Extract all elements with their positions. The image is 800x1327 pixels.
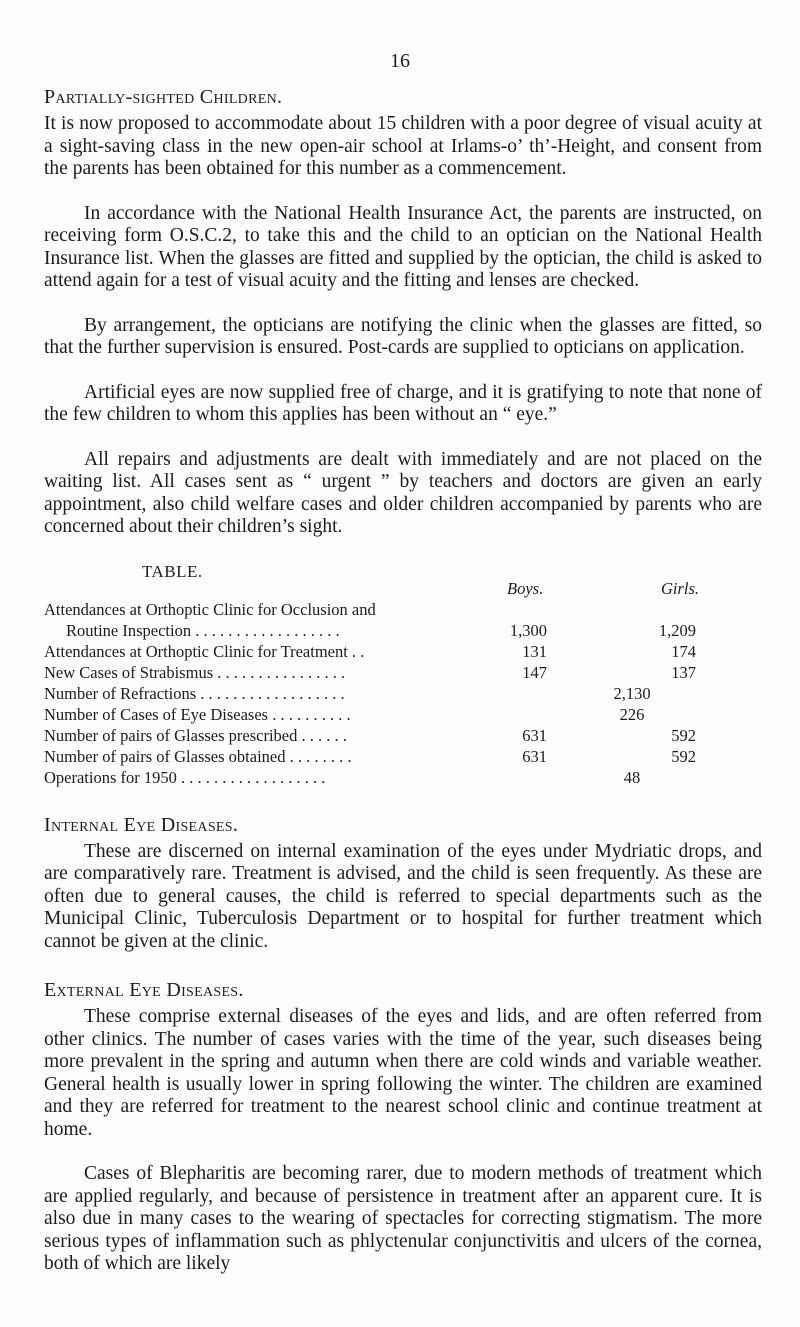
section-partially-sighted <box>44 86 762 539</box>
row-label: Number of Refractions . . . . . . . . . . . . . . . . . . <box>44 683 345 703</box>
table-row <box>44 641 762 662</box>
section-heading: External Eye Diseases. <box>44 979 244 1001</box>
table-row <box>44 662 762 683</box>
value-boys: 631 <box>522 725 547 745</box>
table-row <box>44 620 762 641</box>
table-row <box>44 683 762 704</box>
paragraph: These are discerned on internal examination of the eyes under Mydriatic drops, and are comparatively rare. Treatment is advised, and the child is seen frequently. As these are often due to general causes, the child is referred to special departments such as the Municipal Clinic, Tuberculosis Department or to hospital for further treatment which cannot be given at the clinic. <box>44 840 762 952</box>
statistics-table <box>44 561 762 788</box>
column-header-girls: Girls. <box>661 578 700 598</box>
table-row <box>44 767 762 788</box>
paragraph: In accordance with the National Health Insurance Act, the parents are instructed, on receiving form O.S.C.2, to take this and the child to an optician on the National Health Insurance list. When the glasses are fitted and supplied by the optician, the child is asked to attend again for a test of visual acuity and the fitting and lenses are checked. <box>44 202 762 291</box>
value-girls: 137 <box>671 662 696 682</box>
value-girls: 592 <box>671 746 696 766</box>
row-label: Number of Cases of Eye Diseases . . . . . . . . . . <box>44 704 351 724</box>
paragraph: Cases of Blepharitis are becoming rarer, due to modern methods of treatment which are applied regularly, and because of persistence in treatment after an apparent cure. It is also due in many cases to the wearing of spectacles for correcting stigmatism. The more serious types of inflammation such as phlyctenular conjunctivitis and ulcers of the cornea, both of which are likely <box>44 1163 762 1274</box>
section-internal-eye-diseases <box>44 814 762 954</box>
paragraph: It is now proposed to accommodate about 15 children with a poor degree of visual acuity at a sight-saving class in the new open-air school at Irlams-o’ th’-Height, and consent from the parents has been obtained for this number as a commencement. <box>44 113 762 179</box>
value-girls: 592 <box>671 725 696 745</box>
table-header <box>44 578 762 599</box>
value-girls: 1,209 <box>658 620 696 640</box>
section-heading: Internal Eye Diseases. <box>44 813 239 836</box>
table-row <box>44 746 762 767</box>
value-girls: 174 <box>671 641 696 661</box>
section-heading: Partially-sighted Children. <box>44 86 283 108</box>
paragraph: By arrangement, the opticians are notifying the clinic when the glasses are fitted, so that the further supervision is ensured. Post-cards are supplied to opticians on application. <box>44 314 762 358</box>
table-row <box>44 599 762 620</box>
value-boys: 131 <box>522 641 547 661</box>
value-total: 48 <box>623 767 641 787</box>
row-label: Number of pairs of Glasses obtained . . . . . . . . <box>44 746 352 766</box>
row-label: Number of pairs of Glasses prescribed . . . . . . <box>44 725 347 745</box>
table-title: TABLE. <box>142 561 203 581</box>
value-total: 226 <box>619 704 645 724</box>
paragraph: All repairs and adjustments are dealt with immediately and are not placed on the waiting list. All cases sent as “ urgent ” by teachers and doctors are given an early appointment, also child welfare cases and older children accompanied by parents who are concerned about their children’s sight. <box>44 448 762 537</box>
row-label: Operations for 1950 . . . . . . . . . . . . . . . . . . <box>44 767 326 787</box>
page-number: 16 <box>390 50 410 72</box>
page-content <box>44 86 762 1276</box>
value-total: 2,130 <box>613 683 651 703</box>
row-label: Routine Inspection . . . . . . . . . . . . . . . . . . <box>66 620 340 640</box>
value-boys: 147 <box>522 662 547 682</box>
value-boys: 1,300 <box>509 620 547 640</box>
row-label: New Cases of Strabismus . . . . . . . . . . . . . . . . <box>44 662 346 682</box>
table-row <box>44 704 762 725</box>
paragraph: Artificial eyes are now supplied free of charge, and it is gratifying to note that none of the few children to whom this applies has been without an “ eye.” <box>44 381 762 425</box>
paragraph: These comprise external diseases of the eyes and lids, and are often referred from other clinics. The number of cases varies with the time of the year, such diseases being more prevalent in the spring and autumn when there are cold winds and variable weather. General health is usually lower in spring following the winter. The children are examined and they are referred for treatment to the nearest school clinic and continue treatment at home. <box>44 1006 762 1140</box>
row-label: Attendances at Orthoptic Clinic for Occlusion and <box>44 599 376 619</box>
row-label: Attendances at Orthoptic Clinic for Treatment . . <box>44 641 365 661</box>
table-row <box>44 725 762 746</box>
column-header-boys: Boys. <box>507 578 544 598</box>
value-boys: 631 <box>522 746 547 766</box>
section-external-eye-diseases <box>44 979 762 1276</box>
